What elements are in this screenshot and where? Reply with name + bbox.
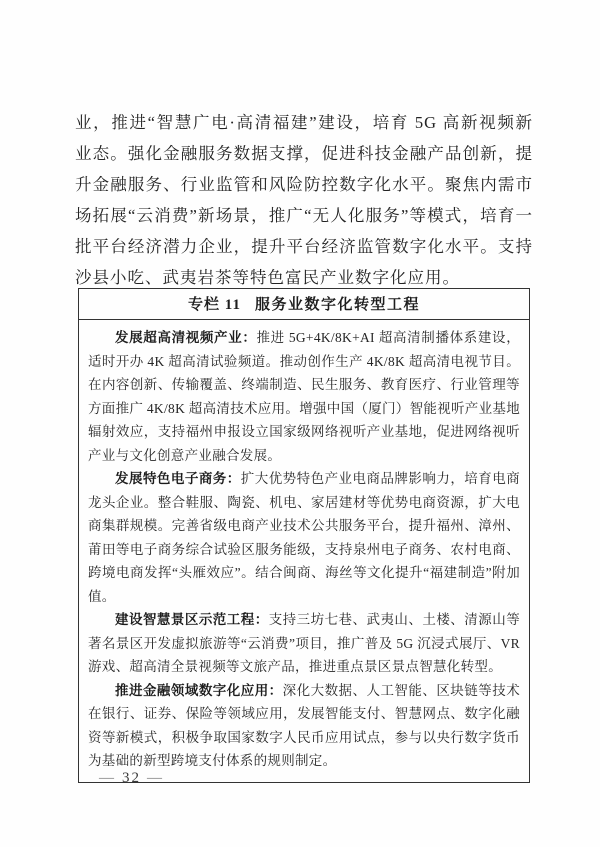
page-footer: [93, 770, 170, 787]
box-paragraph-lead: 发展超高清视频产业：: [115, 330, 257, 345]
column-box-header: [79, 289, 529, 320]
box-paragraph: [88, 326, 520, 467]
column-box-number: 专栏 11: [188, 297, 241, 313]
page-number: 32: [122, 770, 141, 786]
box-paragraph: [88, 467, 520, 608]
footer-left-dash: —: [99, 770, 116, 786]
column-box-title: 服务业数字化转型工程: [254, 297, 420, 313]
box-paragraph-text: 支持三坊七巷、武夷山、土楼、清源山等著名景区开发虚拟旅游等“云消费”项目，推广普及 5G 沉浸式展厅、VR 游戏、超高清全景视频等文旅产品，推进重点景区景点智慧化转型。: [88, 612, 520, 674]
box-paragraph-lead: 发展特色电子商务：: [115, 471, 241, 486]
footer-right-dash: —: [147, 770, 164, 786]
box-paragraph-text: 扩大优势特色产业电商品牌影响力，培育电商龙头企业。整合鞋服、陶瓷、机电、家居建材等优势电商资源，扩大电商集群规模。完善省级电商产业技术公共服务平台，提升福州、漳州、莆田等电子商务综合试验区服务能级，支持泉州电子商务、农村电商、跨境电商发挥“头雁效应”。结合闽商、海丝等文化提升“福建制造”附加值。: [88, 471, 521, 604]
box-paragraph-text: 深化大数据、人工智能、区块链等技术在银行、证券、保险等领域应用，发展智能支付、智慧网点、数字化融资等新模式，积极争取国家数字人民币应用试点，参与以央行数字货币为基础的新型跨境支付体系的规则制定。: [88, 682, 520, 768]
box-paragraph: [88, 608, 520, 679]
intro-paragraph: 业，推进“智慧广电·高清福建”建设，培育 5G 高新视频新业态。强化金融服务数据支撑，促进科技金融产品创新，提升金融服务、行业监管和风险防控数字化水平。聚焦内需市场拓展“云消费”新场景，推广“无人化服务”等模式，培育一批平台经济潜力企业，提升平台经济监管数字化水平。支持沙县小吃、武夷岩茶等特色富民产业数字化应用。: [75, 113, 533, 287]
box-paragraph: [88, 679, 520, 773]
column-box-body: [79, 320, 529, 782]
column-box: [78, 288, 530, 783]
box-paragraph-text: 推进 5G+4K/8K+AI 超高清制播体系建设，适时开办 4K 超高清试验频道。推动创作生产 4K/8K 超高清电视节目。在内容创新、传输覆盖、终端制造、民生服务、教育医疗、行业管理等方面推广 4K/8K 超高清技术应用。增强中国（厦门）智能视听产业基地辐射效应，支持福州申报设立国家级网络视听产业基地，促进网络视听产业与文化创意产业融合发展。: [88, 330, 521, 463]
box-paragraph-lead: 建设智慧景区示范工程：: [115, 612, 269, 627]
box-paragraph-lead: 推进金融领域数字化应用：: [115, 682, 283, 698]
